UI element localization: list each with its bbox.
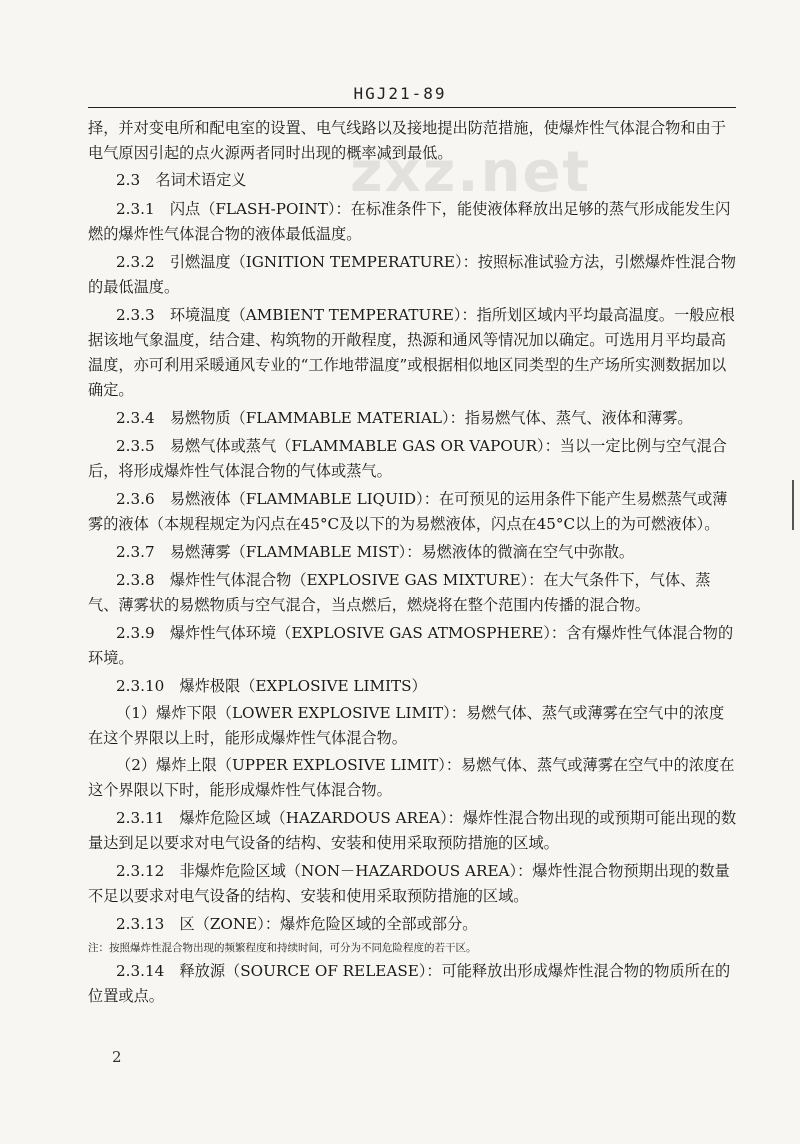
page-number: 2 <box>112 1048 122 1066</box>
clause-2-3-7: 2.3.7 易燃薄雾（FLAMMABLE MIST）：易燃液体的微滴在空气中弥散。 <box>116 543 635 561</box>
paragraph-continued: 择，并对变电所和配电室的设置、电气线路以及接地提出防范措施，使爆炸性气体混合物和由于电气原因引起的点火源两者同时出现的概率减到最低。 <box>88 119 726 162</box>
watermark: zxz.net <box>350 140 592 205</box>
clause-2-3-3: 2.3.3 环境温度（AMBIENT TEMPERATURE）：指所划区域内平均最高温度。一般应根据该地气象温度，结合建、构筑物的开敞程度，热源和通风等情况加以确定。可选用月平均最高温度，亦可利用采暖通风专业的“工作地带温度”或根据相似地区同类型的生产场所实测数据加以确定。 <box>88 306 735 399</box>
clause-2-3-11: 2.3.11 爆炸危险区域（HAZARDOUS AREA）：爆炸性混合物出现的或预期可能出现的数量达到足以要求对电气设备的结构、安装和使用采取预防措施的区域。 <box>88 809 737 852</box>
clause-2-3-2: 2.3.2 引燃温度（IGNITION TEMPERATURE）：按照标准试验方法，引燃爆炸性混合物的最低温度。 <box>88 253 736 296</box>
clause-2-3-12: 2.3.12 非爆炸危险区域（NON－HAZARDOUS AREA）：爆炸性混合物预期出现的数量不足以要求对电气设备的结构、安装和使用采取预防措施的区域。 <box>88 862 730 905</box>
clause-2-3-14: 2.3.14 释放源（SOURCE OF RELEASE）：可能释放出形成爆炸性混合物的物质所在的位置或点。 <box>88 962 731 1005</box>
section-heading-2-3: 2.3 名词术语定义 <box>116 171 247 189</box>
clause-2-3-10-item-2: （2）爆炸上限（UPPER EXPLOSIVE LIMIT）：易燃气体、蒸气或薄雾在空气中的浓度在这个界限以下时，能形成爆炸性气体混合物。 <box>88 756 735 799</box>
clause-2-3-10-item-1: （1）爆炸下限（LOWER EXPLOSIVE LIMIT）：易燃气体、蒸气或薄雾在空气中的浓度在这个界限以上时，能形成爆炸性气体混合物。 <box>88 704 725 747</box>
scan-edge-mark <box>792 480 794 530</box>
clause-2-3-13: 2.3.13 区（ZONE）：爆炸危险区域的全部或部分。 <box>116 915 478 933</box>
clause-2-3-6: 2.3.6 易燃液体（FLAMMABLE LIQUID）：在可预见的运用条件下能产生易燃蒸气或薄雾的液体（本规程规定为闪点在45°C及以下的为易燃液体，闪点在45°C以上的为可燃液体）。 <box>88 490 728 533</box>
note-2-3-13: 注：按照爆炸性混合物出现的频繁程度和持续时间，可分为不同危险程度的若干区。 <box>88 942 477 954</box>
document-code-header: HGJ21-89 <box>353 84 447 103</box>
clause-2-3-5: 2.3.5 易燃气体或蒸气（FLAMMABLE GAS OR VAPOUR）：当以一定比例与空气混合后，将形成爆炸性气体混合物的气体或蒸气。 <box>88 437 727 480</box>
clause-2-3-1: 2.3.1 闪点（FLASH-POINT）：在标准条件下，能使液体释放出足够的蒸气形成能发生闪燃的爆炸性气体混合物的液体最低温度。 <box>88 200 731 243</box>
header-rule <box>88 107 736 108</box>
clause-2-3-9: 2.3.9 爆炸性气体环境（EXPLOSIVE GAS ATMOSPHERE）：含有爆炸性气体混合物的环境。 <box>88 624 734 667</box>
document-body <box>88 116 738 1009</box>
clause-2-3-4: 2.3.4 易燃物质（FLAMMABLE MATERIAL）：指易燃气体、蒸气、液体和薄雾。 <box>116 409 693 427</box>
clause-2-3-8: 2.3.8 爆炸性气体混合物（EXPLOSIVE GAS MIXTURE）：在大气条件下，气体、蒸气、薄雾状的易燃物质与空气混合，当点燃后，燃烧将在整个范围内传播的混合物。 <box>88 571 711 614</box>
clause-2-3-10: 2.3.10 爆炸极限（EXPLOSIVE LIMITS） <box>116 677 427 695</box>
